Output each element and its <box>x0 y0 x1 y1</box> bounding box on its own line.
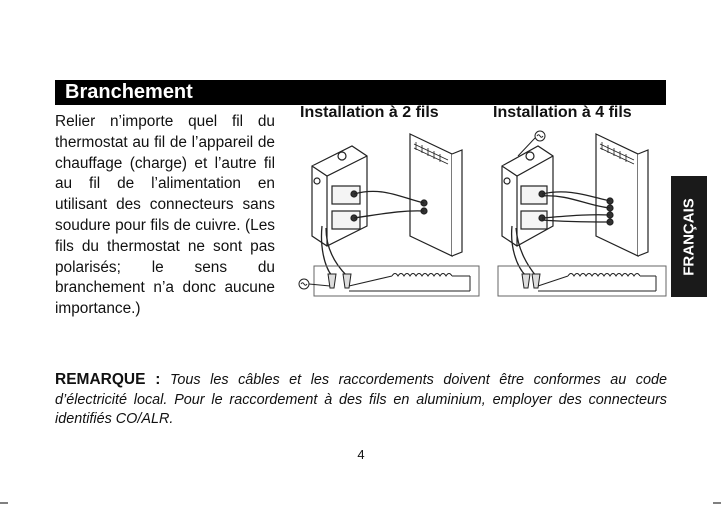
two-wire-title: Installation à 2 fils <box>300 104 439 121</box>
crop-mark <box>709 493 721 505</box>
heater-coil-icon <box>538 274 656 292</box>
junction-box-icon <box>312 146 367 246</box>
thermostat-icon <box>596 134 648 256</box>
thermostat-icon <box>410 134 462 256</box>
two-wire-diagram <box>292 126 487 336</box>
wire-connector-icon <box>522 274 540 288</box>
section-title: Branchement <box>65 81 193 103</box>
heater-coil-icon <box>349 274 470 292</box>
section-header <box>55 80 666 105</box>
language-tab-label: FRANÇAIS <box>680 197 698 276</box>
wiring-instructions: Relier n’importe quel fil du thermostat au fil de l’appareil de chauffage (charge) et l’autre fil au fil de l’alimentation en utilisant des connecteurs sans soudure pour fils de cuivre. (Les fils du thermostat ne sont pas polarisés; le sens du branchement n’a donc aucune importance.) <box>55 113 275 318</box>
page-number: 4 <box>357 447 365 462</box>
crop-mark <box>0 493 12 505</box>
four-wire-title: Installation à 4 fils <box>493 104 632 121</box>
note-paragraph <box>55 370 667 430</box>
note-text: Tous les câbles et les raccordements doivent être conformes au code d’électricité local. Pour le raccordement à des fils en aluminium, employer des connecteurs identifiés CO/ALR. <box>55 372 668 427</box>
four-wire-diagram <box>488 126 678 336</box>
language-tab <box>671 176 707 297</box>
wire-connector-icon <box>328 274 351 288</box>
note-label: REMARQUE : <box>55 371 161 388</box>
